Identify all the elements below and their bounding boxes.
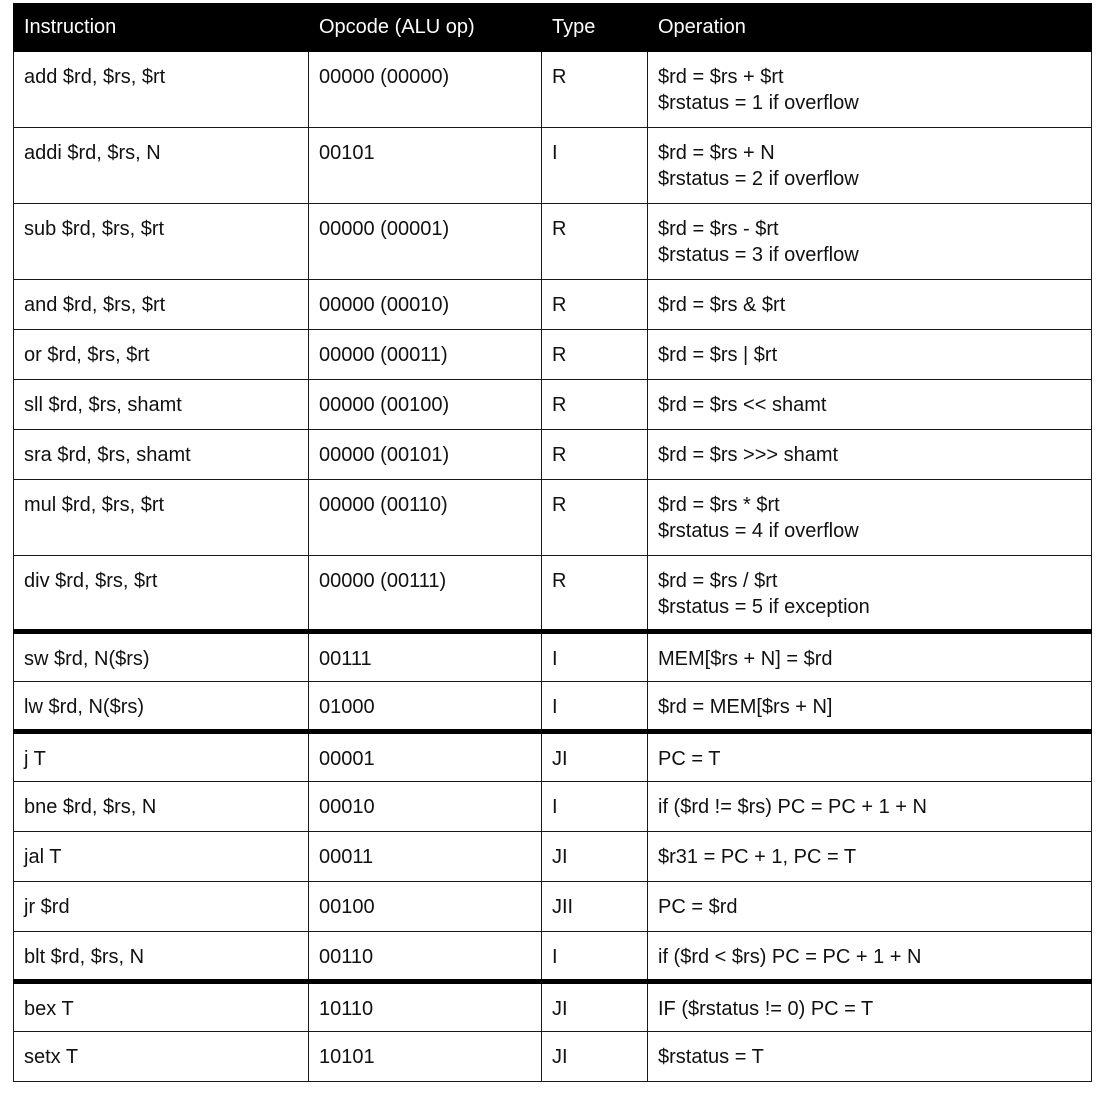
type-cell: R [542,480,648,556]
operation-cell [648,430,1092,480]
opcode-cell: 00000 (00100) [309,380,542,430]
operation-line: $rd = $rs + $rt [658,66,784,88]
operation-cell [648,882,1092,932]
instruction-cell: sw $rd, N($rs) [14,632,309,682]
type-cell: R [542,330,648,380]
instruction-cell: bne $rd, $rs, N [14,782,309,832]
instruction-cell: and $rd, $rs, $rt [14,280,309,330]
instruction-cell: setx T [14,1032,309,1082]
status-line: $rstatus = 3 if overflow [658,244,859,266]
instruction-table [13,3,1092,1082]
table-row [14,280,1092,330]
table-row [14,682,1092,732]
operation-cell [648,1032,1092,1082]
instruction-cell: bex T [14,982,309,1032]
operation-cell [648,128,1092,204]
opcode-cell: 00000 (00000) [309,52,542,128]
operation-cell [648,632,1092,682]
table-row [14,732,1092,782]
instruction-cell: div $rd, $rs, $rt [14,556,309,632]
table-row [14,982,1092,1032]
table-row [14,52,1092,128]
type-cell: R [542,380,648,430]
instruction-cell: sll $rd, $rs, shamt [14,380,309,430]
opcode-cell: 00110 [309,932,542,982]
type-cell: I [542,682,648,732]
operation-cell [648,732,1092,782]
instruction-cell: j T [14,732,309,782]
operation-line: PC = $rd [658,896,738,918]
operation-line: PC = T [658,748,721,770]
type-cell: R [542,204,648,280]
operation-line: $rd = $rs + N [658,142,775,164]
operation-line: $rd = $rs - $rt [658,218,779,240]
table-row [14,832,1092,882]
instruction-cell: or $rd, $rs, $rt [14,330,309,380]
table-row [14,128,1092,204]
header-instruction: Instruction [14,4,309,52]
table-body [14,52,1092,1082]
status-line: $rstatus = 4 if overflow [658,520,859,542]
operation-line: MEM[$rs + N] = $rd [658,648,833,670]
status-line: $rstatus = 1 if overflow [658,92,859,114]
opcode-cell: 00000 (00011) [309,330,542,380]
type-cell: JI [542,732,648,782]
table-header [14,4,1092,52]
type-cell: JI [542,832,648,882]
opcode-cell: 00000 (00111) [309,556,542,632]
opcode-cell: 00000 (00001) [309,204,542,280]
table-row [14,204,1092,280]
operation-cell [648,782,1092,832]
type-cell: I [542,782,648,832]
instruction-cell: sub $rd, $rs, $rt [14,204,309,280]
header-row [14,4,1092,52]
operation-cell [648,480,1092,556]
type-cell: JII [542,882,648,932]
type-cell: R [542,280,648,330]
opcode-cell: 00000 (00010) [309,280,542,330]
operation-line: $rd = MEM[$rs + N] [658,696,833,718]
instruction-cell: lw $rd, N($rs) [14,682,309,732]
operation-line: $rd = $rs * $rt [658,494,780,516]
instruction-cell: sra $rd, $rs, shamt [14,430,309,480]
opcode-cell: 00010 [309,782,542,832]
operation-cell [648,556,1092,632]
status-line: $rstatus = 5 if exception [658,596,870,618]
operation-line: $rd = $rs / $rt [658,570,778,592]
table-row [14,330,1092,380]
opcode-cell: 01000 [309,682,542,732]
type-cell: R [542,430,648,480]
operation-line: $rstatus = T [658,1046,764,1068]
type-cell: R [542,52,648,128]
table-row [14,556,1092,632]
operation-cell [648,832,1092,882]
header-type: Type [542,4,648,52]
operation-cell [648,380,1092,430]
status-line: $rstatus = 2 if overflow [658,168,859,190]
operation-line: $rd = $rs | $rt [658,344,778,366]
table-row [14,632,1092,682]
instruction-cell: jal T [14,832,309,882]
opcode-cell: 00111 [309,632,542,682]
table-row [14,932,1092,982]
opcode-cell: 00100 [309,882,542,932]
operation-cell [648,932,1092,982]
header-opcode: Opcode (ALU op) [309,4,542,52]
type-cell: I [542,932,648,982]
type-cell: R [542,556,648,632]
instruction-cell: mul $rd, $rs, $rt [14,480,309,556]
table-row [14,380,1092,430]
instruction-cell: blt $rd, $rs, N [14,932,309,982]
type-cell: I [542,128,648,204]
operation-cell [648,280,1092,330]
opcode-cell: 00101 [309,128,542,204]
table-row [14,1032,1092,1082]
operation-line: if ($rd != $rs) PC = PC + 1 + N [658,796,927,818]
operation-cell [648,982,1092,1032]
operation-line: $rd = $rs & $rt [658,294,786,316]
opcode-cell: 00011 [309,832,542,882]
opcode-cell: 00000 (00101) [309,430,542,480]
operation-line: if ($rd < $rs) PC = PC + 1 + N [658,946,922,968]
operation-line: IF ($rstatus != 0) PC = T [658,998,874,1020]
opcode-cell: 00001 [309,732,542,782]
type-cell: JI [542,982,648,1032]
opcode-cell: 00000 (00110) [309,480,542,556]
operation-cell [648,682,1092,732]
operation-line: $rd = $rs >>> shamt [658,444,839,466]
table-row [14,882,1092,932]
opcode-cell: 10110 [309,982,542,1032]
type-cell: I [542,632,648,682]
table-row [14,480,1092,556]
operation-cell [648,204,1092,280]
instruction-cell: jr $rd [14,882,309,932]
operation-line: $r31 = PC + 1, PC = T [658,846,857,868]
instruction-cell: add $rd, $rs, $rt [14,52,309,128]
instruction-cell: addi $rd, $rs, N [14,128,309,204]
table-row [14,430,1092,480]
type-cell: JI [542,1032,648,1082]
operation-cell [648,330,1092,380]
operation-cell [648,52,1092,128]
opcode-cell: 10101 [309,1032,542,1082]
header-operation: Operation [648,4,1092,52]
table-row [14,782,1092,832]
operation-line: $rd = $rs << shamt [658,394,827,416]
